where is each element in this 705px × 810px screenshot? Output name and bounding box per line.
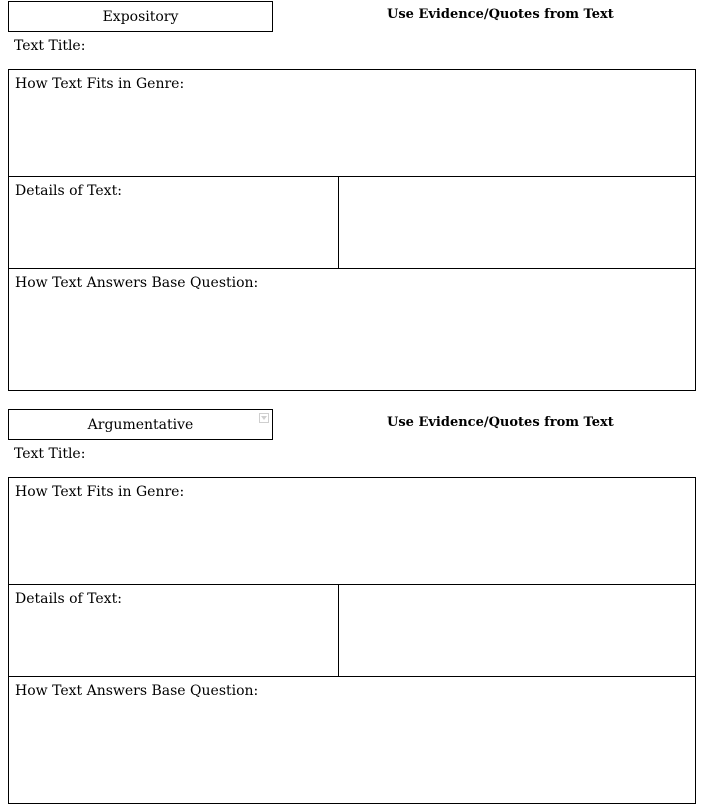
analysis-table [8, 69, 696, 391]
row-label: Details of Text: [15, 591, 122, 607]
divider [338, 584, 339, 677]
details-cell[interactable] [9, 177, 339, 269]
row-label: How Text Fits in Genre: [15, 76, 185, 92]
details-cell[interactable] [9, 585, 339, 677]
row-answers-question[interactable] [9, 269, 695, 390]
genre-select-value: Argumentative [87, 416, 194, 433]
genre-select-expository[interactable] [8, 1, 273, 32]
row-label: How Text Fits in Genre: [15, 484, 185, 500]
row-fits-genre[interactable] [9, 478, 695, 585]
text-title-label: Text Title: [14, 38, 86, 54]
row-details [9, 177, 695, 269]
genre-select-value: Expository [102, 8, 179, 25]
divider [338, 176, 339, 269]
row-fits-genre[interactable] [9, 70, 695, 177]
row-label: Details of Text: [15, 183, 122, 199]
row-details [9, 585, 695, 677]
evidence-header: Use Evidence/Quotes from Text [387, 7, 614, 22]
row-answers-question[interactable] [9, 677, 695, 803]
genre-select-argumentative[interactable] [8, 409, 273, 440]
text-title-label: Text Title: [14, 446, 86, 462]
evidence-cell[interactable] [339, 177, 695, 269]
evidence-cell[interactable] [339, 585, 695, 677]
row-label: How Text Answers Base Question: [15, 683, 259, 699]
analysis-table [8, 477, 696, 804]
row-label: How Text Answers Base Question: [15, 275, 259, 291]
chevron-down-icon[interactable] [259, 413, 269, 423]
evidence-header: Use Evidence/Quotes from Text [387, 415, 614, 430]
